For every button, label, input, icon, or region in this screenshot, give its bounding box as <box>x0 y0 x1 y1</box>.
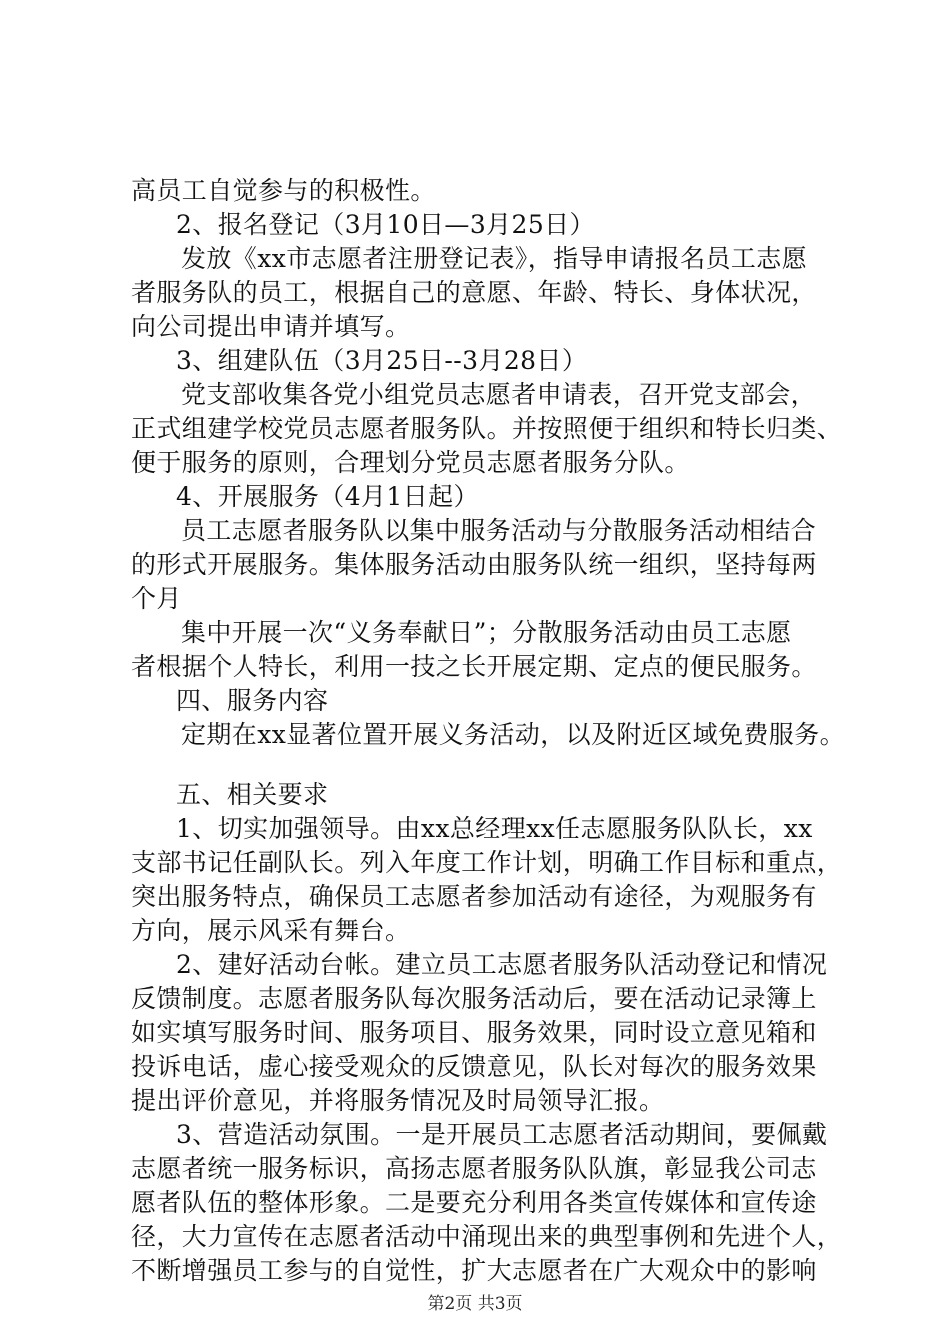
text-line: 不断增强员工参与的自觉性，扩大志愿者在广大观众中的影响 <box>131 1256 817 1285</box>
text-line: 发放《xx市志愿者注册登记表》，指导申请报名员工志愿 <box>181 244 808 273</box>
text-line: 突出服务特点，确保员工志愿者参加活动有途径，为观服务有 <box>131 882 817 911</box>
text-line: 如实填写服务时间、服务项目、服务效果，同时设立意见箱和 <box>131 1018 817 1047</box>
text-line: 者服务队的员工，根据自己的意愿、年龄、特长、身体状况， <box>131 278 817 307</box>
text-line: 定期在xx显著位置开展义务活动，以及附近区域免费服务。 <box>181 720 846 749</box>
text-line: 4、开展服务（4月1日起） <box>176 482 479 511</box>
text-line: 支部书记任副队长。列入年度工作计划，明确工作目标和重点， <box>131 848 843 877</box>
text-line: 反馈制度。志愿者服务队每次服务活动后，要在活动记录簿上 <box>131 984 817 1013</box>
text-line: 1、切实加强领导。由xx总经理xx任志愿服务队队长，xx <box>176 814 813 843</box>
page-footer: 第2页 共3页 <box>427 1294 523 1314</box>
text-line: 的形式开展服务。集体服务活动由服务队统一组织，坚持每两 <box>131 550 817 579</box>
section-heading: 四、服务内容 <box>176 686 329 715</box>
text-line: 3、组建队伍（3月25日--3月28日） <box>176 346 588 375</box>
text-line: 党支部收集各党小组党员志愿者申请表，召开党支部会， <box>181 380 817 409</box>
text-line: 方向，展示风采有舞台。 <box>131 916 411 945</box>
text-line: 2、建好活动台帐。建立员工志愿者服务队活动登记和情况 <box>176 950 828 979</box>
text-line: 员工志愿者服务队以集中服务活动与分散服务活动相结合 <box>181 516 817 545</box>
text-line: 志愿者统一服务标识，高扬志愿者服务队队旗，彰显我公司志 <box>131 1154 817 1183</box>
text-line: 3、营造活动氛围。一是开展员工志愿者活动期间，要佩戴 <box>176 1120 828 1149</box>
text-line: 径，大力宣传在志愿者活动中涌现出来的典型事例和先进个人， <box>131 1222 843 1251</box>
text-line: 正式组建学校党员志愿者服务队。并按照便于组织和特长归类、 <box>131 414 843 443</box>
text-line: 提出评价意见，并将服务情况及时局领导汇报。 <box>131 1086 665 1115</box>
text-line: 者根据个人特长，利用一技之长开展定期、定点的便民服务。 <box>131 652 817 681</box>
text-line: 高员工自觉参与的积极性。 <box>131 176 436 205</box>
text-line: 愿者队伍的整体形象。二是要充分利用各类宣传媒体和宣传途 <box>131 1188 817 1217</box>
text-line: 集中开展一次“义务奉献日”；分散服务活动由员工志愿 <box>181 618 792 647</box>
text-line: 投诉电话，虚心接受观众的反馈意见，队长对每次的服务效果 <box>131 1052 817 1081</box>
text-line: 2、报名登记（3月10日—3月25日） <box>176 210 595 239</box>
section-heading: 五、相关要求 <box>176 780 329 809</box>
text-line: 个月 <box>131 584 182 613</box>
text-line: 向公司提出申请并填写。 <box>131 312 411 341</box>
text-line: 便于服务的原则，合理划分党员志愿者服务分队。 <box>131 448 690 477</box>
